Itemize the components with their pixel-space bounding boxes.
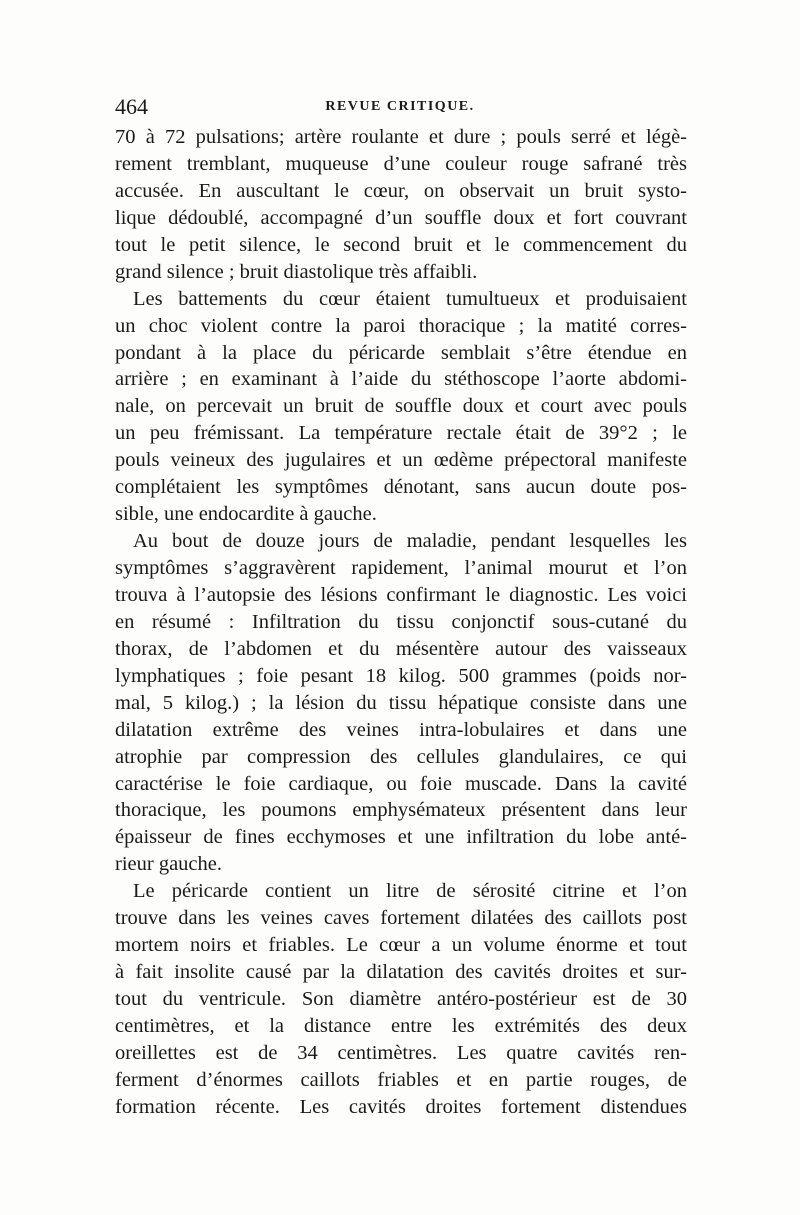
text-line: arrière ; en examinant à l’aide du stéthoscope l’aorte abdomi-	[115, 368, 687, 391]
page-number: 464	[115, 94, 148, 119]
text-line: un choc violent contre la paroi thoracique ; la matité corres-	[115, 314, 687, 337]
text-line: thorax, de l’abdomen et du mésentère autour des vaisseaux	[115, 637, 687, 660]
text-line: tout du ventricule. Son diamètre antéro-postérieur est de 30	[115, 988, 687, 1010]
text-line: pondant à la place du péricarde semblait s’être étendue en	[115, 341, 687, 364]
text-line: mal, 5 kilog.) ; la lésion du tissu hépatique consiste dans une	[115, 691, 687, 714]
text-line: rement tremblant, muqueuse d’une couleur rouge safrané très	[115, 152, 687, 175]
text-line: atrophie par compression des cellules glandulaires, ce qui	[115, 745, 687, 768]
text-line: tout le petit silence, le second bruit et le commencement du	[115, 233, 687, 256]
text-line: oreillettes est de 34 centimètres. Les quatre cavités ren-	[115, 1041, 687, 1064]
text-line: centimètres, et la distance entre les extrémités des deux	[115, 1014, 687, 1037]
text-line: Le péricarde contient un litre de sérosité citrine et l’on	[133, 880, 687, 903]
text-line: Les battements du cœur étaient tumultueux et produisaient	[133, 287, 687, 310]
text-line: thoracique, les poumons emphysémateux présentent dans leur	[115, 799, 687, 822]
text-line: à fait insolite causé par la dilatation des cavités droites et sur-	[115, 961, 687, 984]
text-line: symptômes s’aggravèrent rapidement, l’animal mourut et l’on	[115, 557, 687, 579]
text-line: caractérise le foie cardiaque, ou foie muscade. Dans la cavité	[115, 772, 687, 795]
text-line: trouve dans les veines caves fortement dilatées des caillots post	[115, 907, 687, 930]
text-line: épaisseur de fines ecchymoses et une infiltration du lobe anté-	[115, 826, 687, 849]
text-line: trouva à l’autopsie des lésions confirmant le diagnostic. Les voici	[115, 583, 687, 606]
text-line: dilatation extrême des veines intra-lobulaires et dans une	[115, 718, 687, 741]
journal-title: REVUE CRITIQUE.	[325, 99, 475, 114]
text-line: un peu frémissant. La température rectale était de 39°2 ; le	[115, 422, 687, 445]
text-line: mortem noirs et friables. Le cœur a un volume énorme et tout	[115, 934, 687, 957]
running-head	[115, 94, 685, 124]
text-line: nale, on percevait un bruit de souffle doux et court avec pouls	[115, 395, 687, 418]
text-line: accusée. En auscultant le cœur, on observait un bruit systo-	[115, 179, 687, 202]
text-line: sible, une endocardite à gauche.	[115, 503, 377, 526]
text-line: pouls veineux des jugulaires et un œdème prépectoral manifeste	[115, 449, 687, 472]
text-line: Au bout de douze jours de maladie, pendant lesquelles les	[133, 530, 687, 553]
body-text	[115, 124, 687, 1121]
text-line: complétaient les symptômes dénotant, sans aucun doute pos-	[115, 476, 687, 499]
text-line: 70 à 72 pulsations; artère roulante et dure ; pouls serré et légè-	[115, 126, 687, 148]
text-line: lique dédoublé, accompagné d’un souffle doux et fort couvrant	[115, 206, 687, 229]
text-line: en résumé : Infiltration du tissu conjonctif sous-cutané du	[115, 610, 687, 633]
text-line: ferment d’énormes caillots friables et en partie rouges, de	[115, 1068, 687, 1091]
text-line: formation récente. Les cavités droites fortement distendues	[115, 1095, 687, 1118]
text-line: rieur gauche.	[115, 853, 222, 876]
text-line: grand silence ; bruit diastolique très affaibli.	[115, 260, 478, 283]
text-line: lymphatiques ; foie pesant 18 kilog. 500 grammes (poids nor-	[115, 664, 687, 687]
